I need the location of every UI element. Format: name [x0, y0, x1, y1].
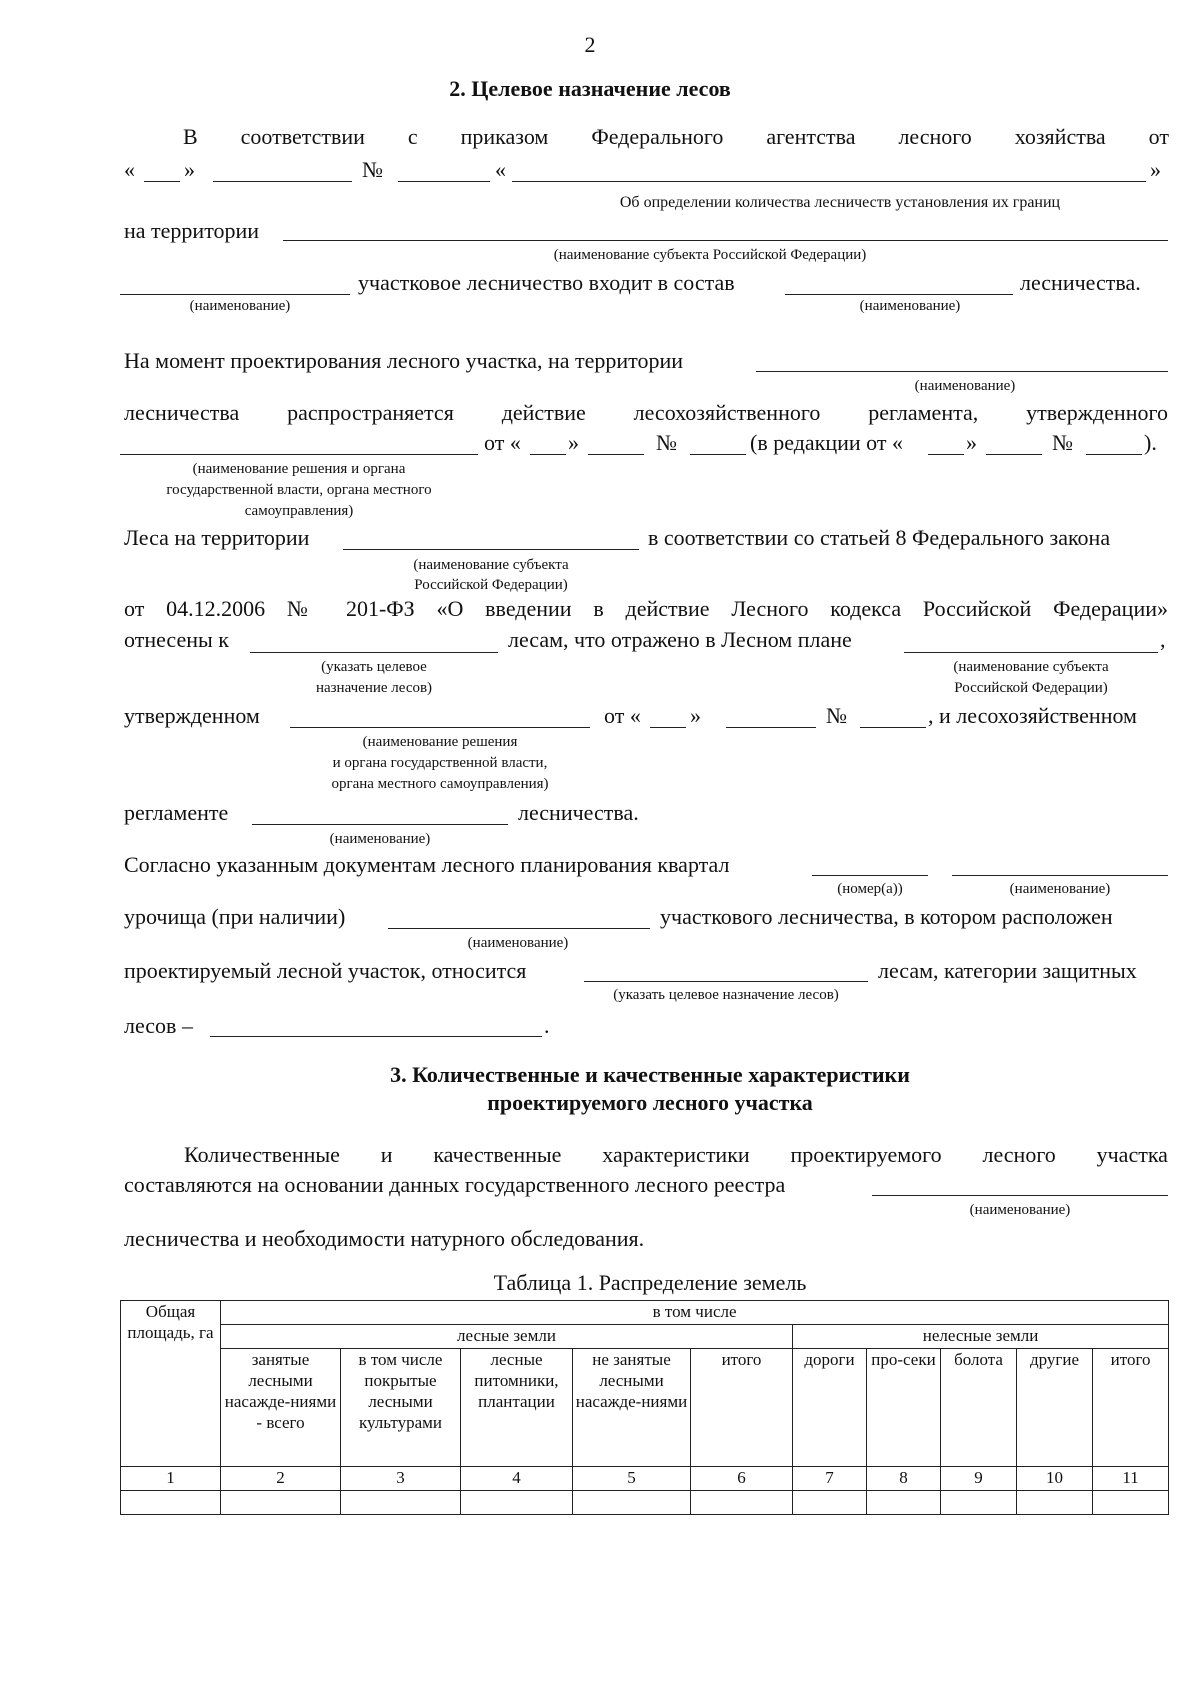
table-cell-input[interactable]	[573, 1491, 691, 1515]
table-cell-input[interactable]	[1093, 1491, 1169, 1515]
approval-from-label: от «	[604, 703, 641, 728]
caption-quarter-name: (наименование)	[1009, 881, 1111, 897]
subject-caption: (наименование субъекта Российской Федерации)	[553, 247, 867, 263]
edition-day-field[interactable]	[928, 454, 964, 455]
table-caption: Таблица 1. Распределение земель	[493, 1270, 807, 1295]
order-title-caption: Об определении количества лесничеств установления их границ	[619, 194, 1061, 211]
forests-dash-label: лесов –	[124, 1013, 193, 1038]
section2-heading: 2. Целевое назначение лесов	[449, 76, 731, 101]
caption-regulation: (наименование)	[329, 831, 431, 847]
col-number: 6	[691, 1467, 793, 1491]
caption-purpose-2: назначение лесов)	[315, 680, 433, 696]
col-number: 5	[573, 1467, 691, 1491]
caption-decision-2: государственной власти, органа местного	[166, 482, 432, 498]
design-moment-text: На момент проектирования лесного участка, на территории	[124, 348, 684, 373]
final-period: .	[544, 1013, 550, 1038]
order-number-field[interactable]	[398, 181, 490, 182]
forestry-name-field[interactable]	[785, 294, 1013, 295]
regulation-label: регламенте	[124, 800, 229, 825]
caption-subject2-1: (наименование субъекта	[953, 659, 1109, 675]
tract-name-field[interactable]	[388, 928, 650, 929]
decision-number-sign: №	[656, 430, 677, 455]
project-purpose-field[interactable]	[584, 981, 868, 982]
approval-number-field[interactable]	[860, 727, 926, 728]
comma: ,	[1160, 627, 1166, 652]
including-header: в том числе	[221, 1301, 1169, 1325]
tract-suffix: участкового лесничества, в котором расположен	[660, 904, 1113, 929]
date-open-quote: «	[124, 157, 135, 182]
caption-decision-1: (наименование решения и органа	[192, 461, 406, 477]
table-cell-input[interactable]	[1017, 1491, 1093, 1515]
table-cell-input[interactable]	[221, 1491, 341, 1515]
order-title-field[interactable]	[512, 181, 1146, 182]
col-number: 10	[1017, 1467, 1093, 1491]
approval-day-field[interactable]	[650, 727, 686, 728]
law-article-text: в соответствии со статьей 8 Федерального закона	[648, 525, 1111, 550]
date-day-field[interactable]	[144, 181, 180, 182]
col-number: 2	[221, 1467, 341, 1491]
col-header-unstocked: не занятые лесными насажде-ниями	[573, 1349, 691, 1467]
col-header-forest-total: итого	[691, 1349, 793, 1467]
regulation-forestry-field[interactable]	[252, 824, 508, 825]
caption-name-left: (наименование)	[189, 298, 291, 314]
and-regulation-text: , и лесохозяйственном	[928, 703, 1137, 728]
forest-plan-subject-field[interactable]	[904, 652, 1158, 653]
nonforest-lands-header: нелесные земли	[793, 1325, 1169, 1349]
col-header-other: другие	[1017, 1349, 1093, 1467]
section3-p1-line1: Количественные и качественные характеристики проектируемого лесного участка	[184, 1142, 1168, 1167]
date-month-field[interactable]	[213, 181, 352, 182]
edition-number-sign: №	[1052, 430, 1073, 455]
table-cell-input[interactable]	[867, 1491, 941, 1515]
assigned-label: отнесены к	[124, 627, 229, 652]
col-header-nonforest-total: итого	[1093, 1349, 1169, 1467]
col-header-clearings: про-секи	[867, 1349, 941, 1467]
col-number: 8	[867, 1467, 941, 1491]
survey-text: лесничества и необходимости натурного обследования.	[124, 1226, 645, 1251]
caption-decision2-1: (наименование решения	[362, 734, 518, 750]
decision-name-field[interactable]	[120, 454, 478, 455]
district-name-field[interactable]	[120, 294, 350, 295]
order-title-open-quote: «	[495, 157, 506, 182]
section3-heading-line2: проектируемого лесного участка	[487, 1090, 813, 1115]
total-area-header: Общая площадь, га	[121, 1301, 221, 1467]
forests-subject-field[interactable]	[343, 549, 639, 550]
caption-tract: (наименование)	[467, 935, 569, 951]
section2-p1-line1: В соответствии с приказом Федерального агентства лесного хозяйства от	[183, 124, 1169, 149]
from-label: от «	[484, 430, 521, 455]
table-cell-input[interactable]	[793, 1491, 867, 1515]
date-close-quote: »	[184, 157, 195, 182]
territory-subject-field[interactable]	[283, 240, 1168, 241]
edition-number-field[interactable]	[1086, 454, 1142, 455]
col-number: 7	[793, 1467, 867, 1491]
caption-territory: (наименование)	[914, 378, 1016, 394]
caption-subject-1: (наименование субъекта	[413, 557, 569, 573]
land-distribution-table	[120, 1300, 1169, 1515]
approval-month-field[interactable]	[726, 727, 816, 728]
col-header-nurseries: лесные питомники, плантации	[461, 1349, 573, 1467]
table-cell-input[interactable]	[461, 1491, 573, 1515]
territory-label: на территории	[124, 218, 260, 243]
col-header-stocked: занятые лесными насажде-ниями - всего	[221, 1349, 341, 1467]
quarter-name-field[interactable]	[952, 875, 1168, 876]
tract-label: урочища (при наличии)	[124, 904, 346, 929]
col-number: 11	[1093, 1467, 1169, 1491]
project-text: проектируемый лесной участок, относится	[124, 958, 527, 983]
regulation-line: лесничества распространяется действие лесохозяйственного регламента, утвержденного	[124, 400, 1168, 425]
col-number: 3	[341, 1467, 461, 1491]
district-text: участковое лесничество входит в состав	[358, 270, 735, 295]
table-cell-input[interactable]	[121, 1491, 221, 1515]
order-title-close-quote: »	[1150, 157, 1161, 182]
quarter-text: Согласно указанным документам лесного планирования квартал	[124, 852, 730, 877]
edition-label: (в редакции от «	[750, 430, 903, 455]
caption-decision2-2: и органа государственной власти,	[332, 755, 548, 771]
caption-subject2-2: Российской Федерации)	[954, 680, 1108, 696]
col-number: 9	[941, 1467, 1017, 1491]
territory-name-field[interactable]	[756, 371, 1168, 372]
law-reference-line: от 04.12.2006 № 201-ФЗ «О введении в действие Лесного кодекса Российской Федерации»	[124, 596, 1168, 621]
decision-month-field[interactable]	[588, 454, 644, 455]
approved-label: утвержденном	[124, 703, 260, 728]
forests-territory-label: Леса на территории	[124, 525, 310, 550]
caption-purpose-1: (указать целевое	[321, 659, 427, 675]
forest-plan-text: лесам, что отражено в Лесном плане	[508, 627, 852, 652]
decision-number-field[interactable]	[690, 454, 746, 455]
forest-lands-header: лесные земли	[221, 1325, 793, 1349]
caption-purpose2: (указать целевое назначение лесов)	[613, 987, 839, 1003]
caption-subject-2: Российской Федерации)	[414, 577, 568, 593]
edition-month-field[interactable]	[986, 454, 1042, 455]
regulation-suffix: лесничества.	[518, 800, 639, 825]
caption-decision-3: самоуправления)	[244, 503, 354, 519]
decision-close-quote: »	[568, 430, 579, 455]
registry-forestry-field[interactable]	[872, 1195, 1168, 1196]
approval-close-quote: »	[690, 703, 701, 728]
caption-decision2-3: органа местного самоуправления)	[331, 776, 549, 792]
approval-decision-field[interactable]	[290, 727, 590, 728]
col-number: 4	[461, 1467, 573, 1491]
edition-close-quote: »	[966, 430, 977, 455]
registry-text: составляются на основании данных государственного лесного реестра	[124, 1172, 786, 1197]
protective-category-text: лесам, категории защитных	[878, 958, 1137, 983]
page-number: 2	[584, 32, 596, 57]
protective-category-field[interactable]	[210, 1036, 542, 1037]
decision-day-field[interactable]	[530, 454, 566, 455]
col-header-roads: дороги	[793, 1349, 867, 1467]
caption-name-right: (наименование)	[859, 298, 961, 314]
forest-purpose-field[interactable]	[250, 652, 498, 653]
col-number: 1	[121, 1467, 221, 1491]
caption-registry: (наименование)	[969, 1202, 1071, 1218]
table-cell-input[interactable]	[941, 1491, 1017, 1515]
col-header-plantations: в том числе покрытые лесными культурами	[341, 1349, 461, 1467]
section3-heading-line1: 3. Количественные и качественные характеристики	[390, 1062, 910, 1087]
number-sign: №	[362, 157, 383, 182]
table-cell-input[interactable]	[341, 1491, 461, 1515]
quarter-numbers-field[interactable]	[812, 875, 928, 876]
forestry-suffix: лесничества.	[1020, 270, 1141, 295]
table-cell-input[interactable]	[691, 1491, 793, 1515]
edition-close: ).	[1144, 430, 1157, 455]
approval-number-sign: №	[826, 703, 847, 728]
caption-numbers: (номер(а))	[837, 881, 903, 897]
col-header-swamps: болота	[941, 1349, 1017, 1467]
